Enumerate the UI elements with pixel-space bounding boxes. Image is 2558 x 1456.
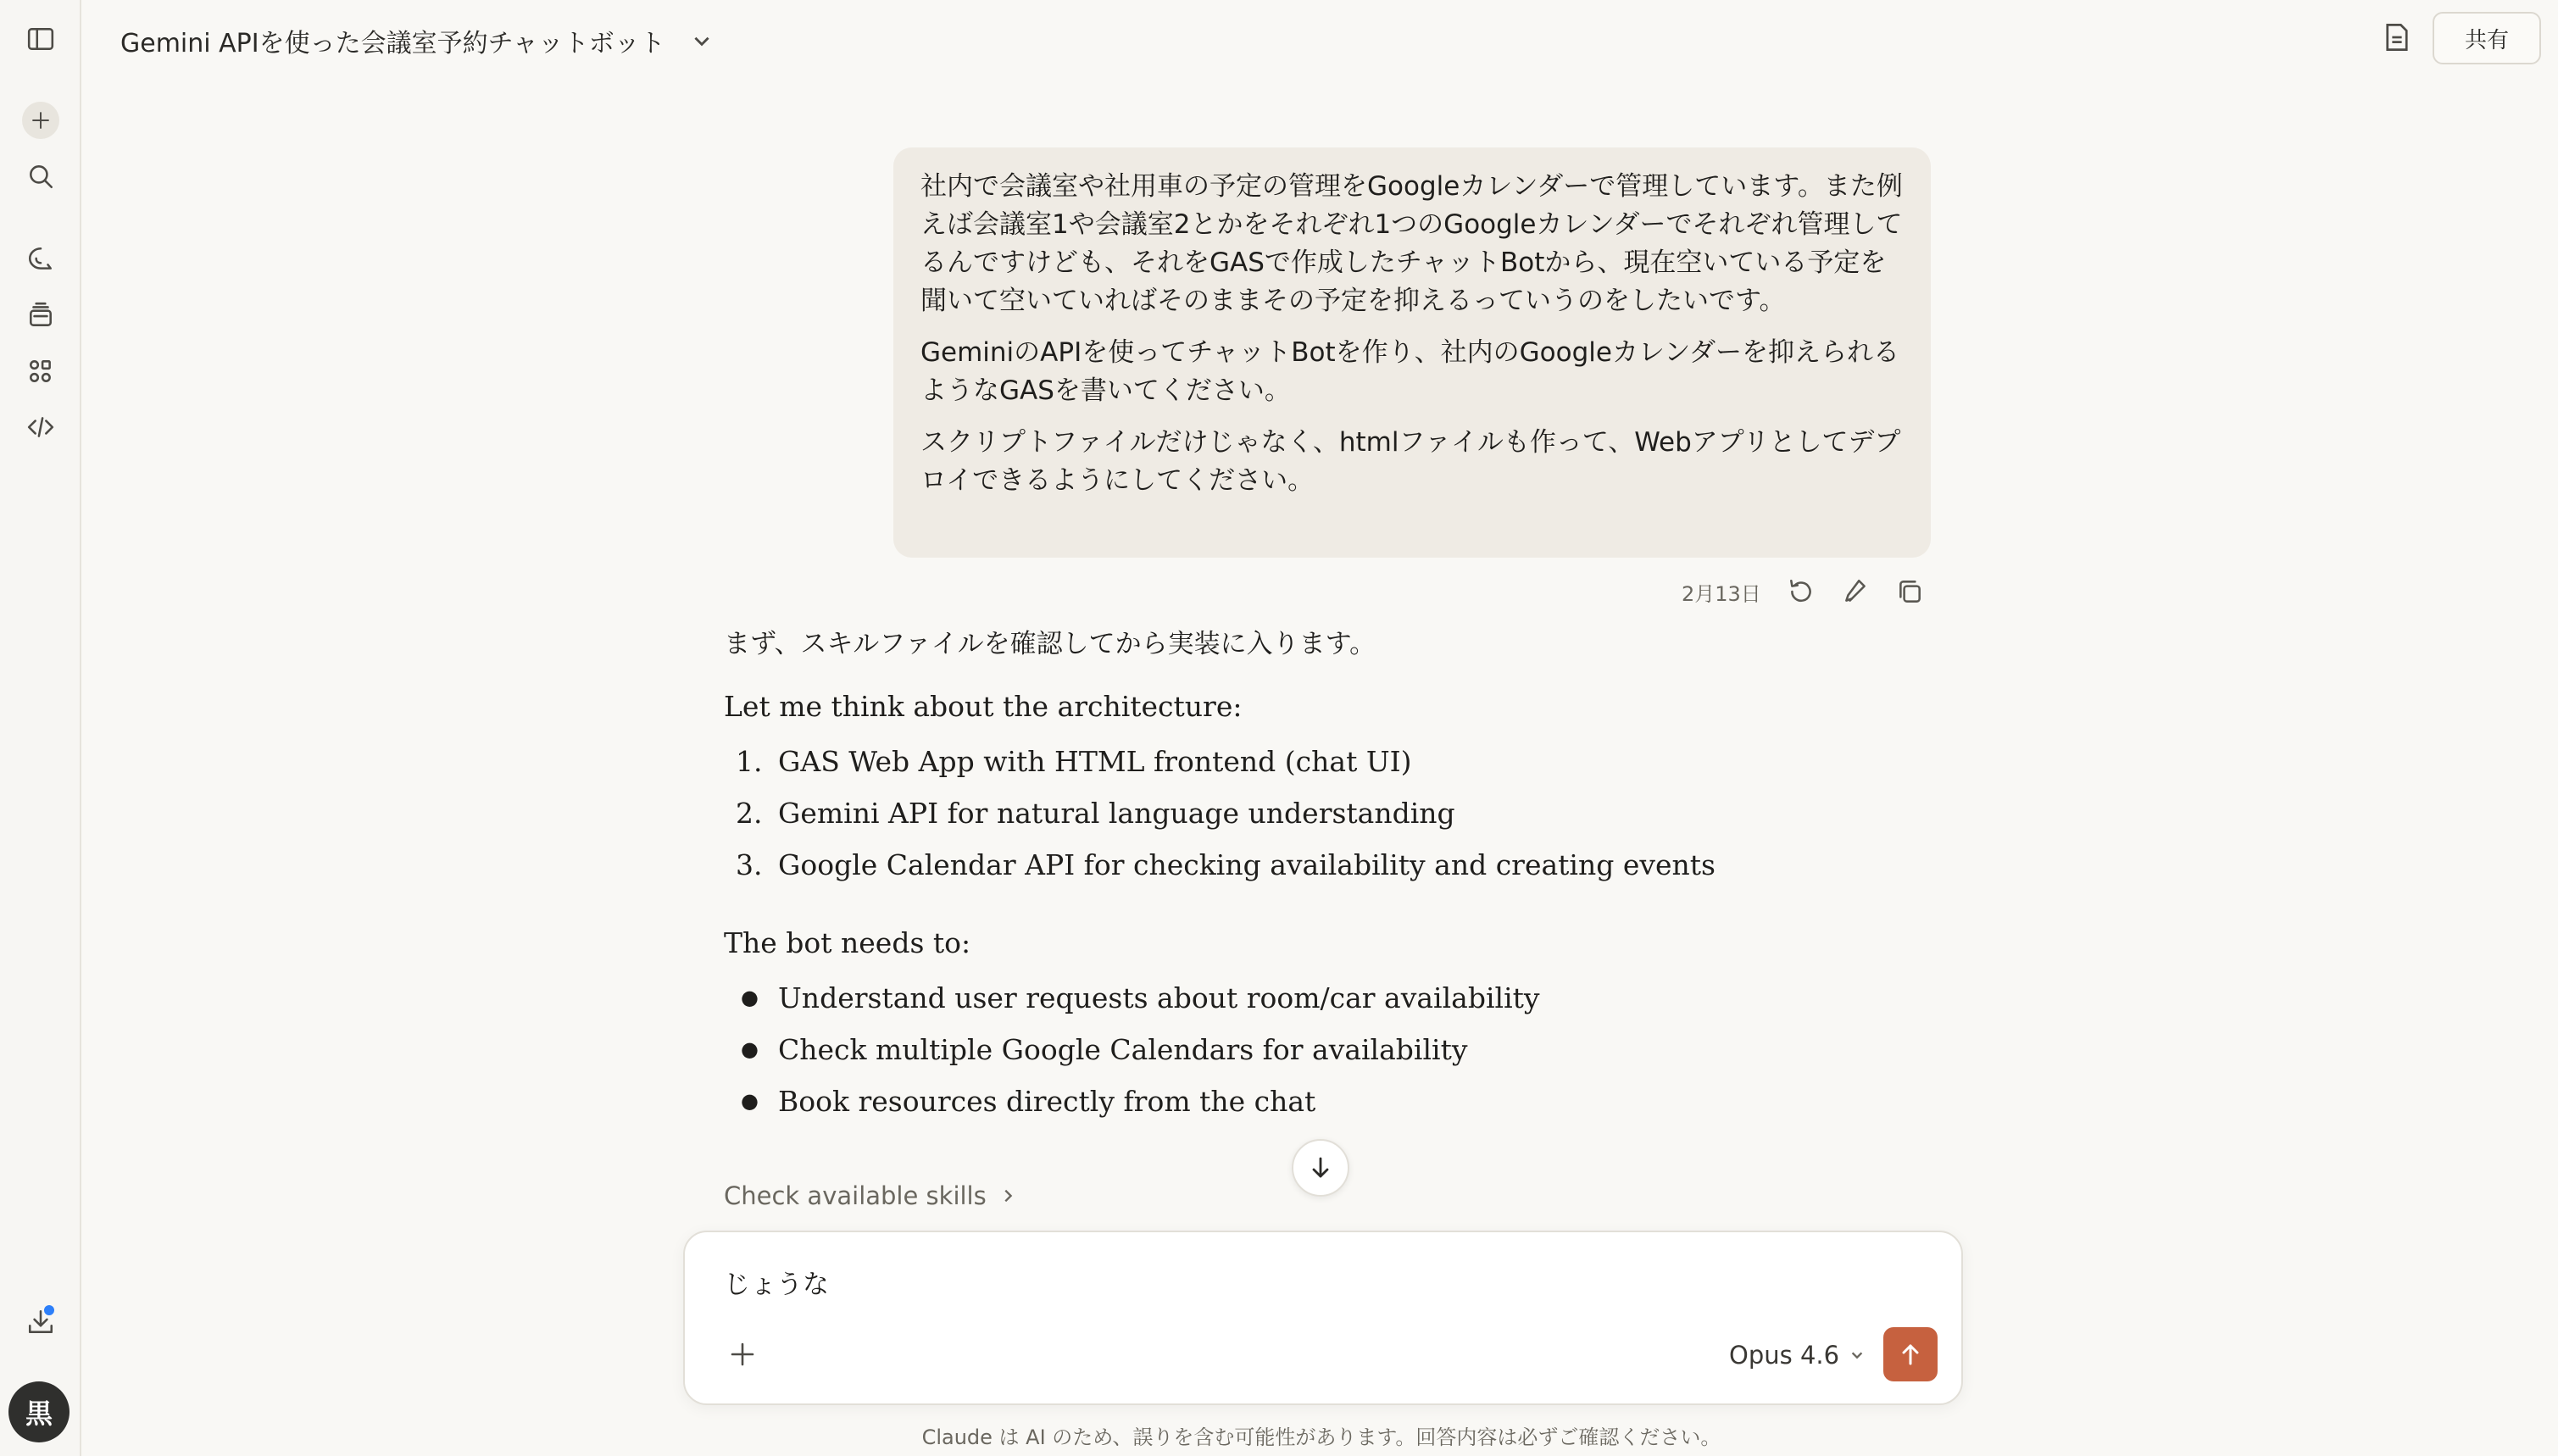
arrow-up-icon bbox=[1898, 1342, 1923, 1367]
code-button[interactable] bbox=[19, 405, 63, 449]
user-message bbox=[893, 147, 1931, 558]
artifacts-icon bbox=[26, 357, 55, 386]
notification-badge bbox=[42, 1303, 56, 1317]
message-composer bbox=[683, 1231, 1963, 1405]
search-button[interactable] bbox=[19, 154, 63, 198]
sidebar bbox=[0, 0, 81, 1456]
assistant-message bbox=[724, 624, 1927, 1127]
projects-icon bbox=[26, 301, 55, 330]
check-skills-link[interactable] bbox=[724, 1181, 1015, 1210]
chevron-right-icon bbox=[1000, 1188, 1015, 1203]
ordered-list bbox=[724, 736, 1927, 891]
scroll-to-bottom-button[interactable] bbox=[1292, 1139, 1349, 1197]
assistant-intro: まず、スキルファイルを確認してから実装に入ります。 bbox=[724, 629, 1376, 659]
model-name: Opus 4.6 bbox=[1729, 1341, 1840, 1370]
add-attachment-button[interactable] bbox=[726, 1337, 759, 1371]
check-skills-label: Check available skills bbox=[724, 1181, 987, 1210]
chat-title-dropdown[interactable] bbox=[120, 22, 713, 59]
list-item: ● Book resources directly from the chat bbox=[741, 1085, 1316, 1118]
retry-icon[interactable] bbox=[1787, 577, 1816, 606]
projects-button[interactable] bbox=[19, 293, 63, 337]
search-icon bbox=[26, 162, 55, 191]
user-message-paragraph: スクリプトファイルだけじゃなく、htmlファイルも作って、Webアプリとしてデプロイできるようにしてください。 bbox=[920, 427, 1901, 496]
bullet-list bbox=[724, 972, 1927, 1127]
list-item: ● Understand user requests about room/car availability bbox=[741, 981, 1540, 1014]
chevron-down-icon bbox=[691, 30, 713, 52]
assistant-paragraph: Let me think about the architecture: bbox=[724, 690, 1243, 723]
share-button[interactable]: 共有 bbox=[2433, 12, 2541, 64]
page-title: Gemini APIを使った会議室予約チャットボット bbox=[120, 29, 665, 58]
artifacts-button[interactable] bbox=[19, 349, 63, 393]
code-icon bbox=[26, 413, 55, 442]
sidebar-toggle-icon bbox=[26, 25, 55, 53]
chats-button[interactable] bbox=[19, 237, 63, 281]
chat-icon bbox=[26, 245, 55, 274]
arrow-down-icon bbox=[1308, 1155, 1333, 1181]
plus-icon bbox=[30, 109, 52, 131]
edit-icon[interactable] bbox=[1841, 577, 1870, 606]
user-message-paragraph: GeminiのAPIを使ってチャットBotを作り、社内のGoogleカレンダーを抑えられるようなGASを書いてください。 bbox=[920, 337, 1899, 406]
sidebar-toggle-button[interactable] bbox=[19, 17, 63, 61]
list-item: 1. GAS Web App with HTML frontend (chat UI) bbox=[736, 745, 1412, 778]
download-button[interactable] bbox=[19, 1300, 63, 1344]
model-selector[interactable] bbox=[1729, 1337, 1865, 1373]
chevron-down-icon bbox=[1849, 1348, 1865, 1363]
list-item: ● Check multiple Google Calendars for availability bbox=[741, 1033, 1468, 1066]
assistant-paragraph: The bot needs to: bbox=[724, 926, 971, 959]
copy-icon[interactable] bbox=[1895, 577, 1924, 606]
list-item: 3. Google Calendar API for checking availability and creating events bbox=[736, 848, 1716, 881]
plus-icon bbox=[730, 1342, 755, 1367]
avatar[interactable]: 黒 bbox=[8, 1381, 70, 1442]
message-actions bbox=[1682, 573, 1924, 610]
new-chat-button[interactable] bbox=[22, 102, 59, 139]
message-input[interactable] bbox=[724, 1266, 1826, 1297]
send-button[interactable] bbox=[1883, 1327, 1938, 1381]
document-icon bbox=[2383, 22, 2411, 53]
disclaimer: Claude は AI のため、誤りを含む可能性があります。回答内容は必ずご確認ください。 bbox=[921, 1425, 1721, 1449]
user-message-paragraph: 社内で会議室や社用車の予定の管理をGoogleカレンダーで管理しています。また例えば会議室1や会議室2とかをそれぞれ1つのGoogleカレンダーでそれぞれ管理してるんですけども、それをGASで作成したチャットBotから、現在空いている予定を聞いて空いていればそのままその予定を抑えるっていうのをしたいです。 bbox=[920, 171, 1903, 316]
message-date: 2月13日 bbox=[1682, 581, 1761, 606]
document-button[interactable] bbox=[2380, 20, 2414, 54]
list-item: 2. Gemini API for natural language understanding bbox=[736, 797, 1455, 830]
